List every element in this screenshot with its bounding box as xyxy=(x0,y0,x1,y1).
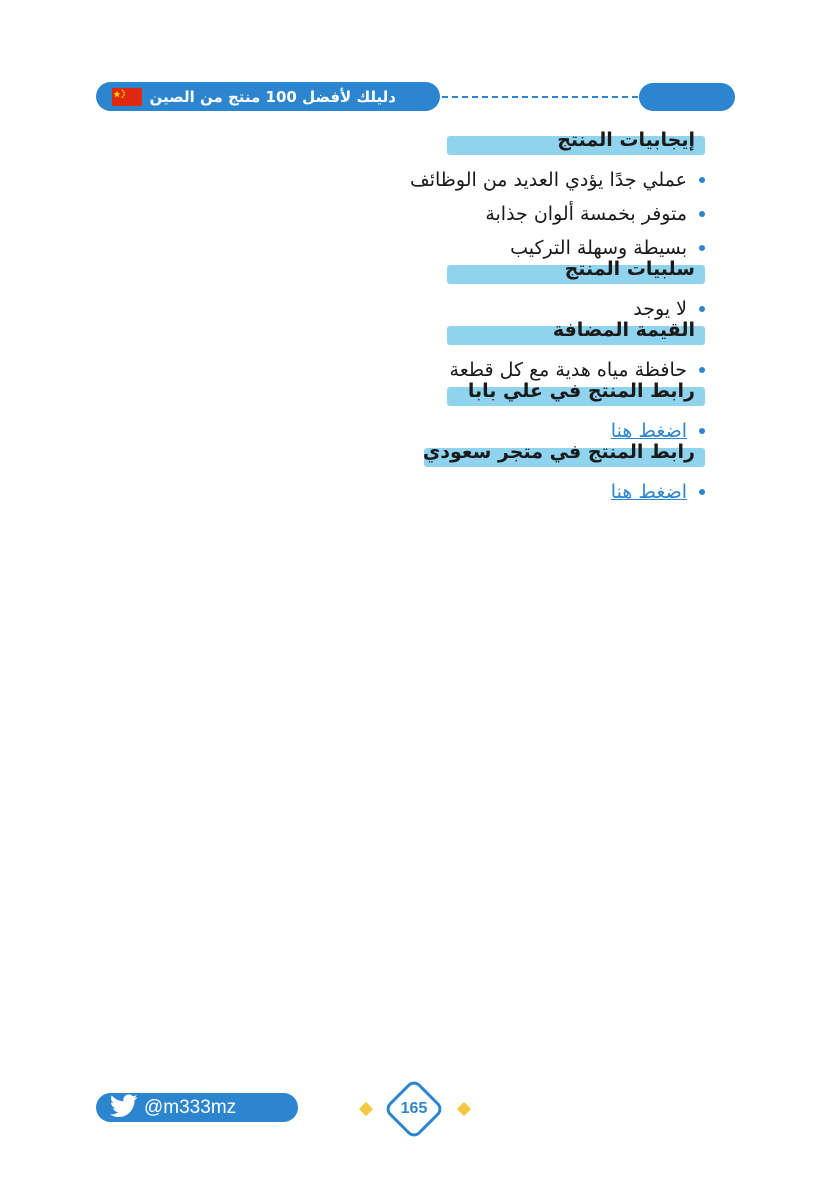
header-title-pill xyxy=(96,82,440,111)
heading-band xyxy=(422,441,705,467)
header-decor-pill xyxy=(639,83,735,111)
header-title: دليلك لأفضل 100 منتج من الصين xyxy=(149,87,396,106)
section-pros xyxy=(205,129,705,265)
heading-band xyxy=(447,319,705,345)
bullet-icon xyxy=(699,177,705,183)
list-item xyxy=(205,475,705,509)
section-heading-text: سلبيات المنتج xyxy=(564,258,695,280)
alibaba-link[interactable]: اضغط هنا xyxy=(610,420,687,442)
section-heading-text: رابط المنتج في علي بابا xyxy=(467,380,695,402)
list-item-text: حافظة مياه هدية مع كل قطعة xyxy=(449,359,687,381)
twitter-handle-pill[interactable] xyxy=(96,1093,298,1122)
list-item-text: لا يوجد xyxy=(633,298,687,320)
section-heading xyxy=(205,129,705,155)
list-item-text: بسيطة وسهلة التركيب xyxy=(510,237,687,259)
header-dashed-divider xyxy=(442,96,638,98)
section-saudi-store-link xyxy=(205,441,705,509)
bullet-icon xyxy=(699,489,705,495)
twitter-bird-icon xyxy=(110,1094,138,1122)
section-heading xyxy=(205,258,705,284)
heading-band xyxy=(447,258,705,284)
bullet-icon xyxy=(699,367,705,373)
section-heading-text: رابط المنتج في متجر سعودي xyxy=(422,441,695,463)
section-heading xyxy=(205,319,705,345)
twitter-handle: @m333mz xyxy=(144,1096,237,1118)
right-diamond-decor xyxy=(457,1102,471,1116)
list-item-text: متوفر بخمسة ألوان جذابة xyxy=(485,203,687,225)
bullet-icon xyxy=(699,245,705,251)
heading-band xyxy=(447,380,705,406)
list-item-text: عملي جدًا يؤدي العديد من الوظائف xyxy=(410,169,687,191)
section-heading-text: إيجابيات المنتج xyxy=(557,129,695,151)
section-heading xyxy=(205,380,705,406)
product-details xyxy=(205,129,705,509)
bullet-icon xyxy=(699,428,705,434)
page-number-badge xyxy=(383,1078,445,1140)
bullet-icon xyxy=(699,211,705,217)
list-item xyxy=(205,197,705,231)
page-number: 165 xyxy=(400,1100,428,1117)
saudi-store-link[interactable]: اضغط هنا xyxy=(610,481,687,503)
section-cons xyxy=(205,258,705,326)
heading-band xyxy=(447,129,705,155)
list-item xyxy=(205,163,705,197)
section-heading xyxy=(205,441,705,467)
section-alibaba-link xyxy=(205,380,705,448)
left-diamond-decor xyxy=(359,1102,373,1116)
china-flag-icon xyxy=(112,88,142,106)
section-heading-text: القيمة المضافة xyxy=(552,319,695,341)
bullet-icon xyxy=(699,306,705,312)
section-added-value xyxy=(205,319,705,387)
